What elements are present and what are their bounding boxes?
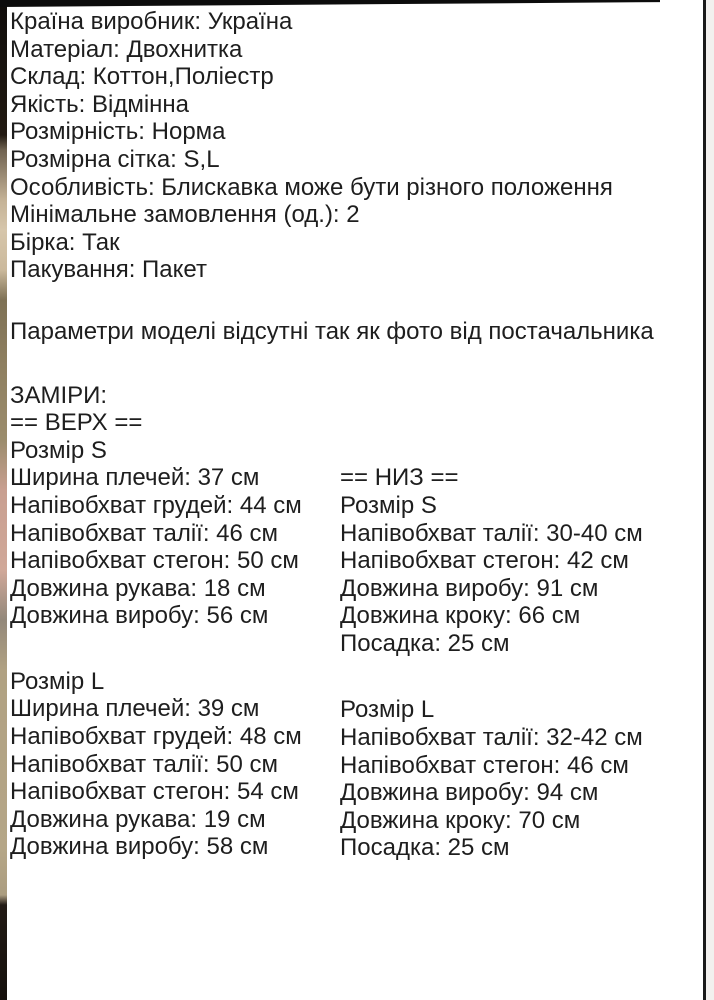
spec-line-material: Матеріал: Двохнитка (10, 35, 243, 63)
measurement-line: Довжина кроку: 66 см (340, 602, 581, 630)
measurement-line: Напівобхват грудей: 48 см (10, 723, 302, 751)
spec-line-quality: Якість: Відмінна (10, 90, 190, 118)
measurement-line: Довжина кроку: 70 см (340, 806, 581, 834)
top-size-l-label: Розмір L (10, 667, 105, 695)
top-section-column (10, 464, 340, 861)
measurement-line: Напівобхват грудей: 44 см (10, 491, 302, 519)
spec-line-feature: Особливість: Блискавка може бути різного положення (10, 173, 613, 201)
measurement-line: Напівобхват талії: 32-42 см (340, 724, 643, 752)
measurements-columns (10, 464, 700, 862)
measurement-line: Напівобхват талії: 50 см (10, 750, 279, 778)
top-size-s-label: Розмір S (10, 436, 107, 464)
measurement-line: Напівобхват стегон: 46 см (340, 751, 629, 779)
spec-line-sizing: Розмірність: Норма (10, 118, 226, 146)
measurement-line: Ширина плечей: 37 см (10, 464, 260, 492)
measurement-line: Довжина рукава: 18 см (10, 574, 266, 602)
spec-line-min-order: Мінімальне замовлення (од.): 2 (10, 201, 360, 229)
spec-line-size-grid: Розмірна сітка: S,L (10, 145, 220, 173)
measurement-line: Напівобхват стегон: 42 см (340, 547, 629, 575)
photo-edge-right (706, 0, 714, 1000)
product-attributes (10, 8, 700, 284)
spec-line-country: Країна виробник: Україна (10, 8, 293, 35)
top-size-l-block (10, 668, 340, 861)
measurement-line: Довжина виробу: 94 см (340, 779, 599, 807)
measurement-line: Напівобхват талії: 30-40 см (340, 519, 643, 547)
measurement-line: Посадка: 25 см (340, 834, 510, 862)
bottom-section-header: == НИЗ == (340, 464, 459, 492)
spec-line-tag: Бірка: Так (10, 228, 120, 256)
measurement-line: Довжина виробу: 56 см (10, 602, 269, 630)
measurement-line: Напівобхват талії: 46 см (10, 519, 279, 547)
measurement-line: Довжина виробу: 91 см (340, 574, 599, 602)
measurements-title: ЗАМІРИ: (10, 381, 108, 409)
bottom-size-l-label: Розмір L (340, 696, 435, 724)
description-text (10, 8, 700, 862)
model-note: Параметри моделі відсутні так як фото від постачальника (10, 317, 654, 345)
measurement-line: Довжина виробу: 58 см (10, 833, 269, 861)
measurement-line: Напівобхват стегон: 54 см (10, 778, 299, 806)
bottom-size-s-block (340, 464, 700, 657)
spec-line-packaging: Пакування: Пакет (10, 256, 207, 284)
photo-edge-left (0, 0, 7, 1000)
measurement-line: Довжина рукава: 19 см (10, 805, 266, 833)
bottom-size-s-label: Розмір S (340, 491, 437, 519)
bottom-section-column (340, 464, 700, 862)
top-section-header: == ВЕРХ == (10, 409, 143, 437)
measurement-line: Напівобхват стегон: 50 см (10, 547, 299, 575)
measurement-line: Посадка: 25 см (340, 629, 510, 657)
bottom-size-l-block (340, 696, 700, 862)
measurements-header (10, 382, 700, 465)
measurement-line: Ширина плечей: 39 см (10, 695, 260, 723)
top-size-s-block (10, 464, 340, 630)
spec-line-composition: Склад: Коттон,Поліестр (10, 63, 274, 91)
top-divider-bar (0, 0, 660, 7)
